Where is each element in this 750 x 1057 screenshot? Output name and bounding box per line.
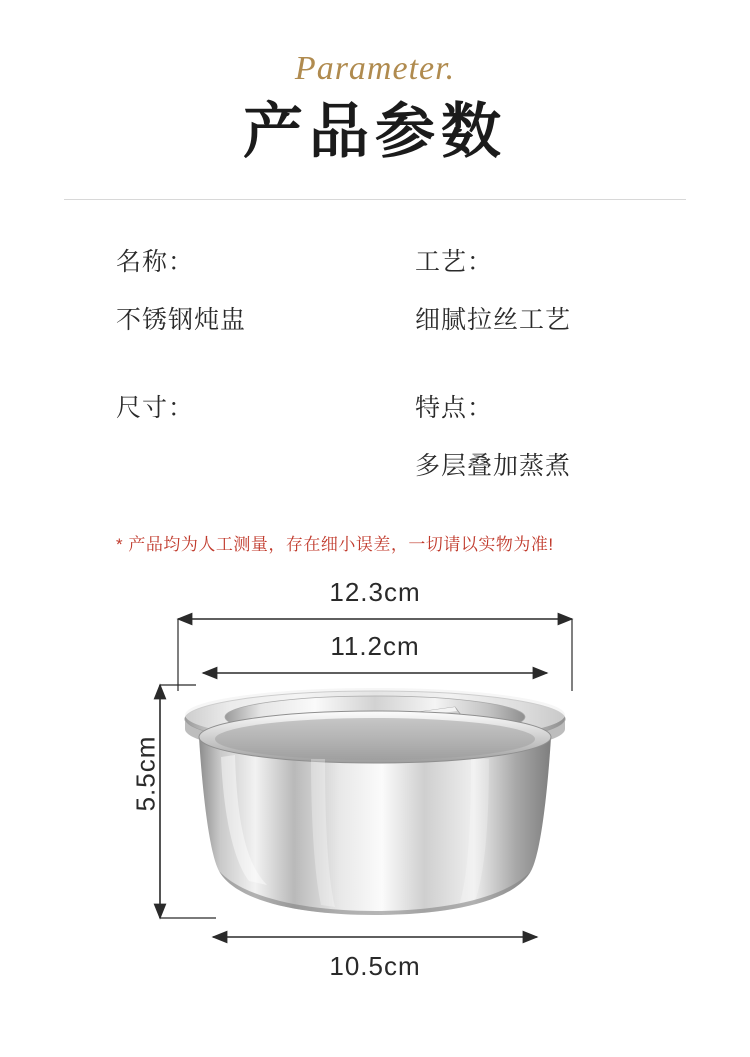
spec-value: 细腻拉丝工艺 [415, 306, 572, 334]
measurement-note: * 产品均为人工测量，存在细小误差，一切请以实物为准! [116, 535, 554, 554]
spec-label: 特点： [415, 394, 494, 422]
header-divider [64, 199, 686, 200]
dimension-height: 5.5cm [130, 735, 161, 812]
spec-item-craft [375, 242, 686, 336]
spec-item-feature [375, 388, 686, 482]
dimension-top-outer: 12.3cm [329, 577, 421, 607]
spec-value: 多层叠加蒸煮 [415, 452, 572, 480]
spec-value: 不锈钢炖盅 [116, 306, 247, 334]
dimension-top-inner: 11.2cm [330, 631, 420, 661]
dimension-diagram [0, 573, 750, 1003]
script-title: Parameter. [294, 50, 456, 87]
spec-item-name [64, 242, 375, 336]
stainless-steel-stew-pot-photo [175, 685, 575, 920]
spec-grid [64, 242, 686, 482]
page-header [0, 0, 750, 163]
spec-label: 工艺： [415, 248, 494, 276]
page-title: 产品参数 [243, 98, 507, 165]
spec-item-size [64, 388, 375, 482]
spec-label: 名称： [116, 248, 195, 276]
dimension-bottom: 10.5cm [329, 951, 421, 981]
spec-label: 尺寸： [116, 394, 195, 422]
